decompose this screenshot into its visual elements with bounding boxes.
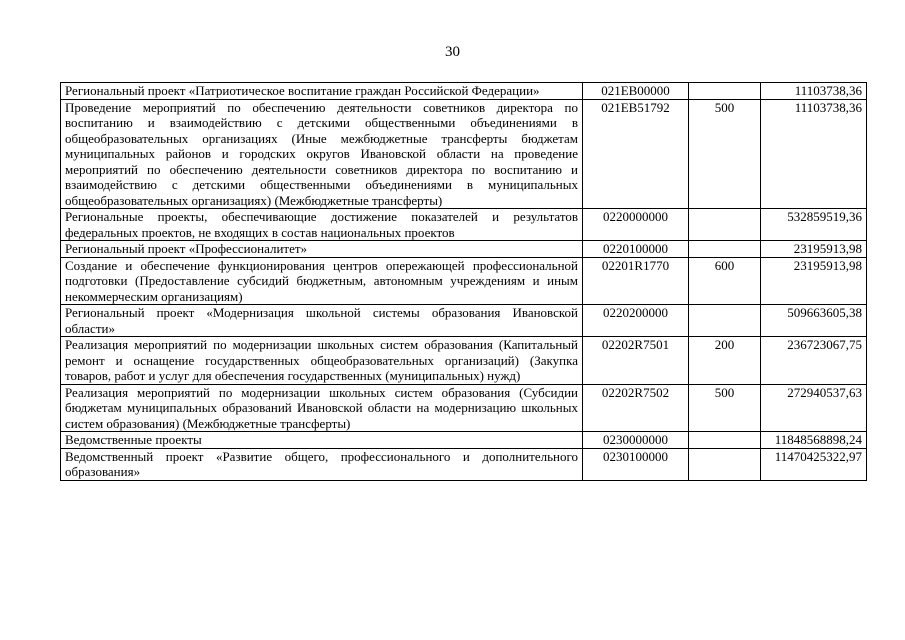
row-expense-type: 600 (689, 257, 761, 305)
row-name: Ведомственный проект «Развитие общего, профессионального и дополнительного образования» (61, 448, 583, 480)
table-row (61, 448, 867, 480)
table-row (61, 384, 867, 432)
row-expense-type (689, 241, 761, 258)
row-expense-type (689, 209, 761, 241)
table-row (61, 241, 867, 258)
row-sum: 11848568898,24 (761, 432, 867, 449)
row-expense-type (689, 432, 761, 449)
table-row (61, 257, 867, 305)
row-expense-type: 500 (689, 99, 761, 209)
row-sum: 236723067,75 (761, 337, 867, 385)
row-sum: 11103738,36 (761, 99, 867, 209)
table-row (61, 432, 867, 449)
row-name: Создание и обеспечение функционирования центров опережающей профессиональной подготовки (Предоставление субсидий бюджетным, автономным учреждениям и иным некоммерческим организациям) (61, 257, 583, 305)
row-code: 021EB00000 (583, 83, 689, 100)
row-name: Проведение мероприятий по обеспечению деятельности советников директора по воспитанию и взаимодействию с детскими общественными объединениями в общеобразовательных организациях (Иные межбюджетные трансферты бюджетам муниципальных районов и городских округов Ивановской области на проведение мероприятий по обеспечению деятельности советников директора по воспитанию и взаимодействию с детскими общественными объединениями в муниципальных общеобразовательных организациях) (Межбюджетные трансферты) (61, 99, 583, 209)
row-name: Ведомственные проекты (61, 432, 583, 449)
row-code: 0230000000 (583, 432, 689, 449)
row-sum: 23195913,98 (761, 257, 867, 305)
table-row (61, 305, 867, 337)
row-name: Реализация мероприятий по модернизации школьных систем образования (Субсидии бюджетам муниципальных образований Ивановской области на модернизацию школьных систем образования) (Межбюджетные трансферты) (61, 384, 583, 432)
table-row (61, 209, 867, 241)
row-code: 0220100000 (583, 241, 689, 258)
row-code: 02201R1770 (583, 257, 689, 305)
row-expense-type (689, 83, 761, 100)
row-name: Региональные проекты, обеспечивающие достижение показателей и результатов федеральных проектов, не входящих в состав национальных проектов (61, 209, 583, 241)
row-name: Региональный проект «Модернизация школьной системы образования Ивановской области» (61, 305, 583, 337)
row-expense-type (689, 448, 761, 480)
row-sum: 532859519,36 (761, 209, 867, 241)
row-name: Региональный проект «Профессионалитет» (61, 241, 583, 258)
row-name: Региональный проект «Патриотическое воспитание граждан Российской Федерации» (61, 83, 583, 100)
row-sum: 11470425322,97 (761, 448, 867, 480)
row-sum: 272940537,63 (761, 384, 867, 432)
budget-table (60, 82, 867, 481)
table-row (61, 83, 867, 100)
row-code: 02202R7501 (583, 337, 689, 385)
row-expense-type: 200 (689, 337, 761, 385)
row-code: 0220000000 (583, 209, 689, 241)
row-code: 0220200000 (583, 305, 689, 337)
row-name: Реализация мероприятий по модернизации школьных систем образования (Капитальный ремонт и оснащение государственных общеобразовательных организаций) (Закупка товаров, работ и услуг для обеспечения государственных (муниципальных) нужд) (61, 337, 583, 385)
row-sum: 509663605,38 (761, 305, 867, 337)
row-code: 0230100000 (583, 448, 689, 480)
row-expense-type (689, 305, 761, 337)
row-expense-type: 500 (689, 384, 761, 432)
table-row (61, 99, 867, 209)
row-sum: 11103738,36 (761, 83, 867, 100)
row-code: 021EB51792 (583, 99, 689, 209)
page-number: 30 (445, 44, 460, 60)
table-row (61, 337, 867, 385)
row-sum: 23195913,98 (761, 241, 867, 258)
row-code: 02202R7502 (583, 384, 689, 432)
